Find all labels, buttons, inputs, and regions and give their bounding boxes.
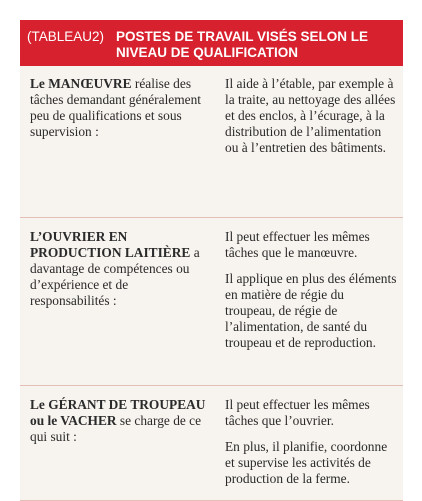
table-row-manoeuvre: [20, 66, 403, 218]
task-text: Il peut effectuer les mêmes tâches que l’ouvrier.: [225, 397, 370, 428]
task-text: Il aide à l’étable, par exemple à la traite, au nettoyage des allées et des enclos, à l’écurage, à la distribution de l’alimentation ou à l’entretien des bâtiments.: [225, 76, 396, 155]
role-description: [30, 397, 210, 445]
role-tasks: [225, 76, 397, 166]
role-name: Le GÉRANT DE TROUPEAU ou le VACHER: [30, 397, 206, 428]
task-text: Il applique en plus des éléments en matière de régie du troupeau, de régie de l’alimentation, de santé du troupeau et de reproduction.: [225, 271, 397, 350]
role-summary: a davantage de compétences ou d’expérience et de responsabilités :: [30, 245, 200, 308]
role-name: Le MANŒUVRE: [30, 76, 132, 91]
task-text: Il peut effectuer les mêmes tâches que le manœuvre.: [225, 229, 370, 260]
role-summary: se charge de ce qui suit :: [30, 413, 202, 444]
role-description: [30, 229, 210, 309]
table-row-gerant: [20, 386, 403, 501]
role-tasks: [225, 397, 397, 497]
table-number: (TABLEAU2): [27, 29, 105, 44]
task-text: En plus, il planifie, coordonne et supervise les activités de production de la ferme.: [225, 439, 388, 486]
table-row-ouvrier: [20, 218, 403, 386]
table-header: [20, 20, 403, 66]
qualification-table: [20, 20, 403, 501]
role-description: [30, 76, 210, 140]
role-name: L’OUVRIER EN PRODUCTION LAITIÈRE: [30, 229, 191, 260]
role-summary: réalise des tâches demandant généralement peu de qualifications et sous supervision :: [30, 76, 202, 139]
table-title: POSTES DE TRAVAIL VISÉS SELON LE NIVEAU DE QUALIFICATION: [116, 29, 369, 60]
role-tasks: [225, 229, 397, 361]
